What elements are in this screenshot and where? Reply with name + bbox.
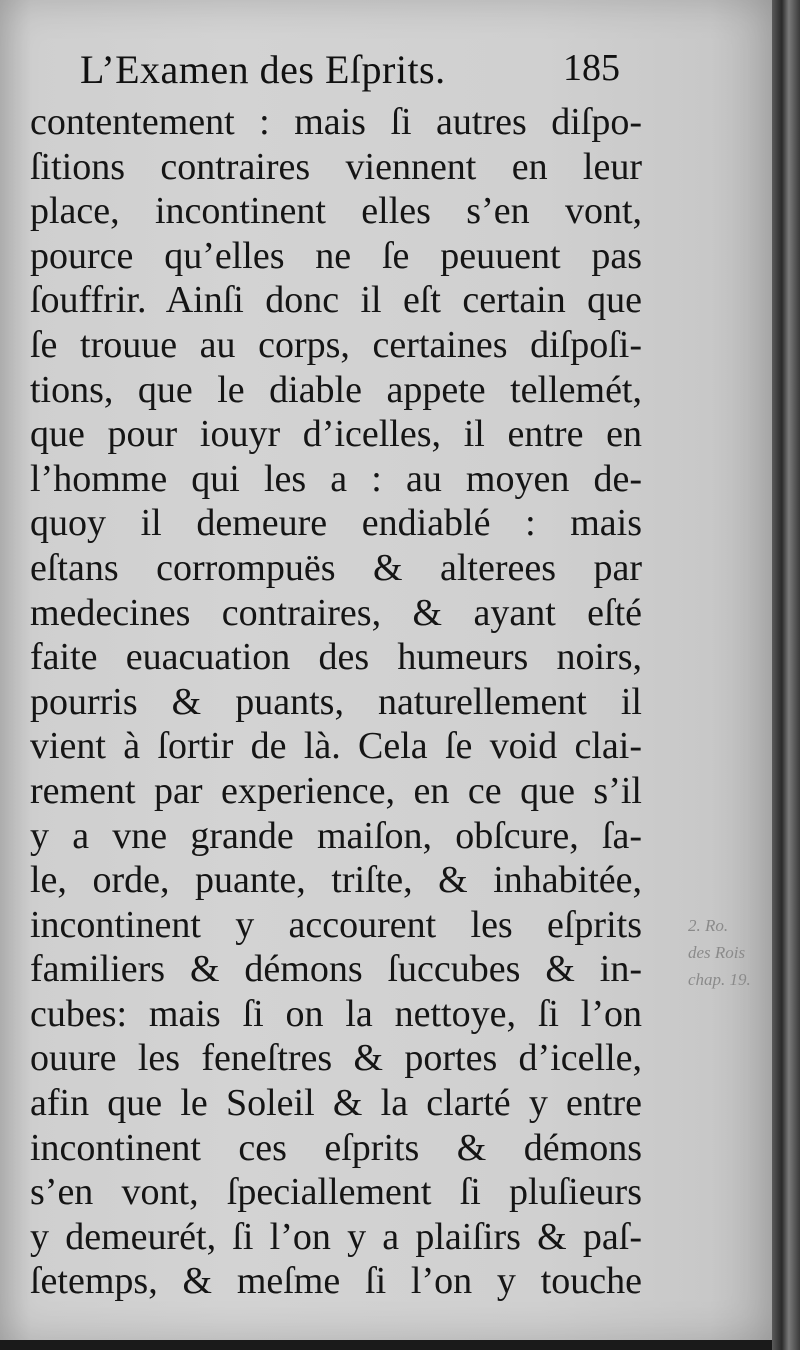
text-line: l’homme qui les a : au moyen de- [30, 457, 642, 500]
text-line: pource qu’elles ne ſe peuuent pas [30, 234, 642, 277]
text-line: vient à ſortir de là. Cela ſe void clai- [30, 725, 642, 768]
book-gutter [772, 0, 800, 1350]
running-title: L’Examen des Eſprits. [80, 47, 446, 92]
text-line: le, orde, puante, triſte, & inhabitée, [30, 859, 642, 902]
page-number: 185 [563, 47, 620, 89]
text-line: que pour iouyr d’icelles, il entre en [30, 413, 642, 456]
text-line: pourris & puants, naturellement il [30, 680, 642, 723]
margin-note [688, 912, 768, 993]
text-line: tions, que le diable appete tellemét, [30, 368, 642, 411]
text-line: s’en vont, ſpeciallement ſi pluſieurs [30, 1171, 642, 1214]
text-line: rement par experience, en ce que s’il [30, 769, 642, 812]
text-line: ſetemps, & meſme ſi l’on y touche [30, 1260, 642, 1303]
text-line: quoy il demeure endiablé : mais [30, 502, 642, 545]
text-line: place, incontinent elles s’en vont, [30, 190, 642, 233]
text-line: cubes: mais ſi on la nettoye, ſi l’on [30, 992, 642, 1035]
text-line: contentement : mais ſi autres diſpo- [30, 101, 642, 143]
margin-note-line: des Rois [688, 943, 746, 962]
text-line: ſe trouue au corps, certaines diſpoſi- [30, 323, 642, 366]
text-line: medecines contraires, & ayant eſté [30, 591, 642, 634]
text-line: familiers & démons ſuccubes & in- [30, 948, 642, 991]
text-line: y a vne grande maiſon, obſcure, ſa- [30, 814, 642, 857]
text-line: afin que le Soleil & la clarté y entre [30, 1082, 642, 1125]
text-line: ſouffrir. Ainſi donc il eſt certain que [30, 279, 642, 322]
text-line: eſtans corrompuës & alterees par [30, 546, 642, 589]
text-line: ouure les feneſtres & portes d’icelle, [30, 1037, 642, 1080]
margin-note-line: chap. 19. [688, 970, 751, 989]
text-line: faite euacuation des humeurs noirs, [30, 636, 642, 679]
text-line: y demeurét, ſi l’on y a plaiſirs & paſ- [30, 1215, 642, 1258]
body-text [30, 100, 642, 1304]
text-line: incontinent ces eſprits & démons [30, 1126, 642, 1169]
margin-note-line: 2. Ro. [688, 916, 729, 935]
text-line: incontinent y accourent les eſprits [30, 903, 642, 946]
page-header [80, 46, 640, 106]
text-line: ſitions contraires viennent en leur [30, 145, 642, 188]
